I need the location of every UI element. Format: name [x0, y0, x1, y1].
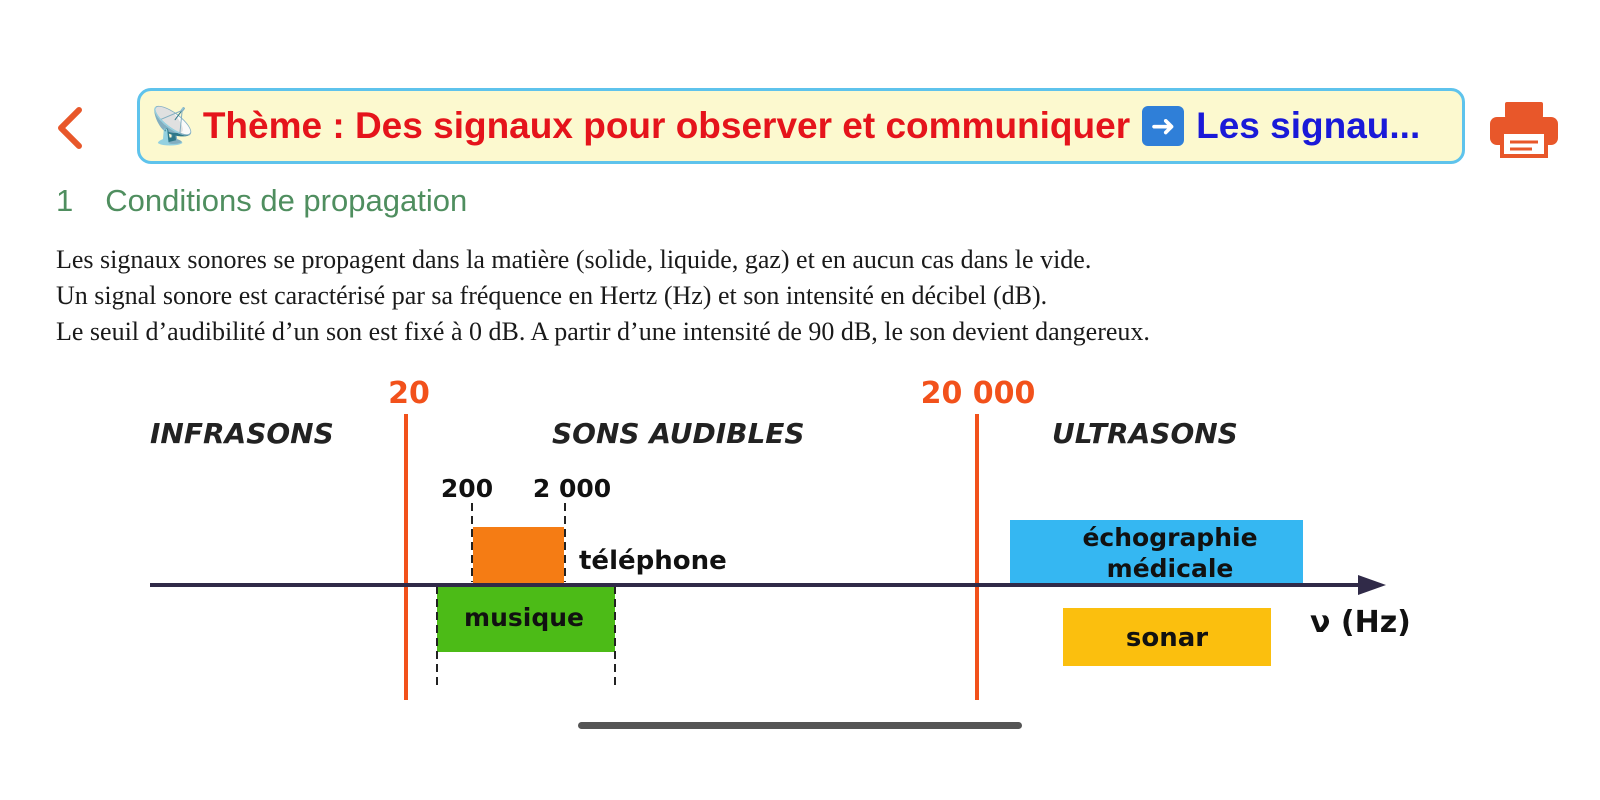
- marker-label-20: 20: [388, 376, 430, 411]
- home-indicator[interactable]: [578, 722, 1022, 729]
- echographie-label-line1: échographie: [1082, 523, 1258, 552]
- back-button[interactable]: [48, 104, 92, 152]
- axis-label: ν (Hz): [1310, 605, 1411, 640]
- satellite-dish-icon: 📡: [150, 106, 195, 147]
- telephone-band: [473, 527, 564, 583]
- sonar-label: sonar: [1125, 623, 1209, 653]
- section-heading: [56, 183, 467, 219]
- section-number: 1: [56, 183, 74, 218]
- chevron-left-icon: [55, 106, 85, 150]
- lesson-title: Les signau...: [1196, 105, 1421, 146]
- paragraph: Les signaux sonores se propagent dans la matière (solide, liquide, gaz) et en aucun cas dans le vide.: [56, 245, 1092, 274]
- telephone-label: téléphone: [579, 546, 727, 576]
- echographie-label-line2: médicale: [1106, 554, 1234, 583]
- section-title: Conditions de propagation: [105, 183, 468, 218]
- telephone-range-high: 2 000: [532, 474, 612, 503]
- lesson-text: [56, 242, 1536, 350]
- lesson-title-bar: [137, 88, 1465, 164]
- musique-label: musique: [464, 603, 584, 632]
- marker-label-20000: 20 000: [920, 376, 1036, 411]
- domain-label-sons-audibles: SONS AUDIBLES: [552, 417, 805, 450]
- printer-icon: [1488, 100, 1560, 158]
- paragraph: Le seuil d’audibilité d’un son est fixé à 0 dB. A partir d’une intensité de 90 dB, le son devient dangereux.: [56, 317, 1150, 346]
- right-arrow-icon: ➜: [1142, 106, 1184, 146]
- print-button[interactable]: [1488, 100, 1560, 158]
- domain-label-ultrasons: ULTRASONS: [1052, 417, 1238, 450]
- axis-arrow-icon: [1358, 575, 1386, 595]
- theme-title: Thème : Des signaux pour observer et communiquer: [202, 105, 1131, 146]
- domain-label-infrasons: INFRASONS: [150, 417, 334, 450]
- frequency-diagram: [0, 370, 1600, 700]
- telephone-range-low: 200: [440, 474, 494, 503]
- paragraph: Un signal sonore est caractérisé par sa fréquence en Hertz (Hz) et son intensité en décibel (dB).: [56, 281, 1048, 310]
